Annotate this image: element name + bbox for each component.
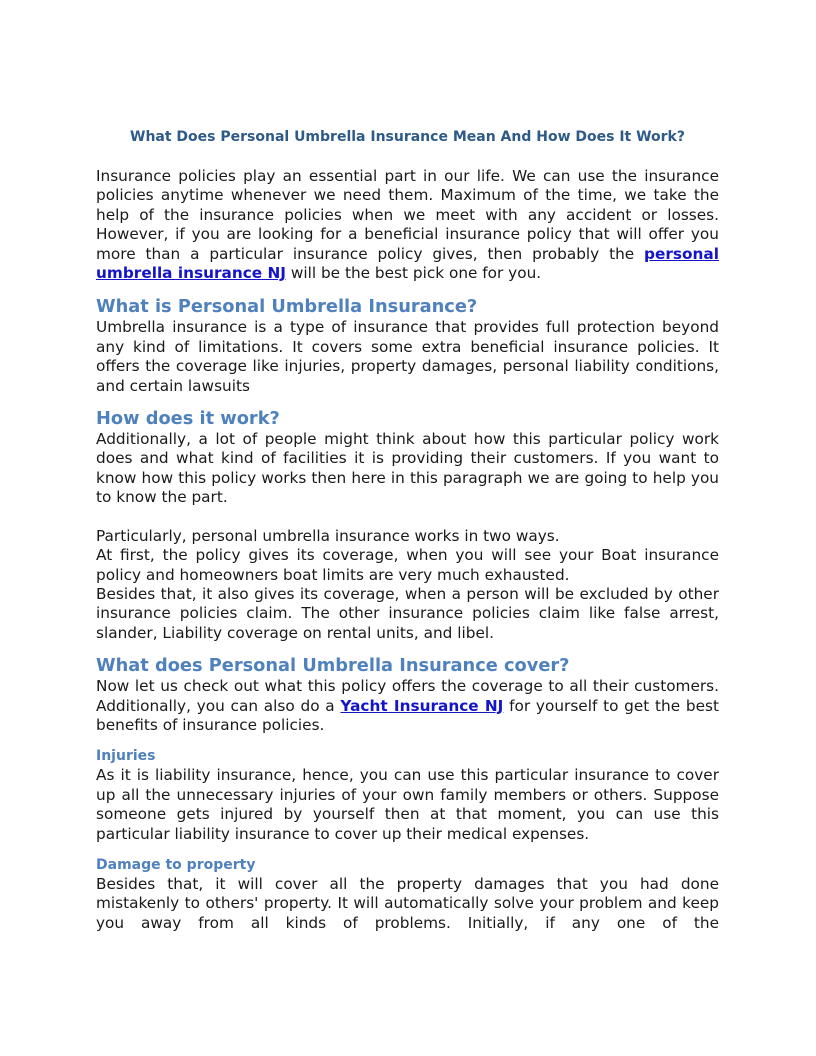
- coverage-text: Now let us check out what this policy offers the coverage to all their customers. Additionally, you can also do a: [96, 677, 719, 715]
- intro-paragraph: [96, 167, 719, 283]
- coverage-text-end: for yourself to get the best benefits of insurance policies.: [96, 696, 719, 734]
- document-title: What Does Personal Umbrella Insurance Mean And How Does It Work?: [130, 129, 685, 145]
- document-page: [96, 128, 719, 933]
- section-heading-how-it-works: How does it work?: [96, 408, 280, 430]
- personal-umbrella-insurance-link[interactable]: personal umbrella insurance NJ: [96, 244, 719, 283]
- yacht-insurance-link[interactable]: Yacht Insurance NJ: [340, 696, 504, 715]
- damage-paragraph: Besides that, it will cover all the property damages that you had done mistakenly to others' property. It will automatically solve your problem and keep you away from all kinds of problems. Initially, if any one of the: [96, 874, 719, 932]
- coverage-intro-paragraph: [96, 677, 719, 735]
- second-way-paragraph: Besides that, it also gives its coverage, when a person will be excluded by other insurance policies claim. The other insurance policies claim like false arrest, slander, Liability coverage on rental units, and libel.: [96, 584, 719, 642]
- how-it-works-paragraph: Additionally, a lot of people might think about how this particular policy work does and what kind of facilities it is providing their customers. If you want to know how this policy works then here in this paragraph we are going to help you to know the part.: [96, 430, 719, 507]
- subheading-injuries: Injuries: [96, 748, 156, 765]
- first-way-paragraph: At first, the policy gives its coverage, when you will see your Boat insurance policy and homeowners boat limits are very much exhausted.: [96, 546, 719, 584]
- injuries-paragraph: As it is liability insurance, hence, you can use this particular insurance to cover up all the unnecessary injuries of your own family members or others. Suppose someone gets injured by yourself then at that moment, you can use this particular liability insurance to cover up their medical expenses.: [96, 766, 719, 843]
- intro-text: Insurance policies play an essential part in our life. We can use the insurance policies anytime whenever we need them. Maximum of the time, we take the help of the insurance policies when we meet with any accident or losses. However, if you are looking for a beneficial insurance policy that will offer you more than a particular insurance policy gives, then probably the: [96, 167, 719, 263]
- two-ways-paragraph: Particularly, personal umbrella insurance works in two ways.: [96, 526, 560, 545]
- section-heading-coverage: What does Personal Umbrella Insurance cover?: [96, 655, 570, 677]
- section-heading-what-is: What is Personal Umbrella Insurance?: [96, 296, 478, 318]
- intro-text-end: will be the best pick one for you.: [285, 264, 542, 283]
- subheading-damage-to-property: Damage to property: [96, 856, 256, 873]
- section-what-is-body: Umbrella insurance is a type of insurance that provides full protection beyond any kind of limitations. It covers some extra beneficial insurance policies. It offers the coverage like injuries, property damages, personal liability conditions, and certain lawsuits: [96, 318, 719, 395]
